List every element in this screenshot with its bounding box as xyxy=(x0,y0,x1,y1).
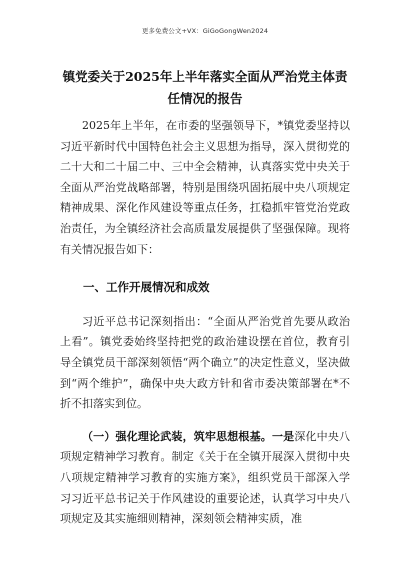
document-body xyxy=(60,116,350,530)
intro-paragraph: 2025年上半年，在市委的坚强领导下，*镇党委坚持以习近平新时代中国特色社会主义思想为指导，深入贯彻党的二十大和二十届二中、三中全会精神，认真落实党中央关于全面从严治党战略部署，特别是围绕巩固拓展中央八项规定精神成果、深化作风建设等重点任务，扛稳抓牢管党治党政治责任，为全镇经济社会高质量发展提供了坚强保障。现将有关情况报告如下： xyxy=(60,119,350,256)
subsection-paragraph xyxy=(60,427,350,530)
subsection-heading: （一）强化理论武装，筑牢思想根基。一是 xyxy=(82,429,295,443)
paragraph-spacer xyxy=(60,415,350,427)
section-heading: 一、工作开展情况和成效 xyxy=(83,280,210,295)
subsection-text: 深化中央八项规定精神学习教育。制定《关于在全镇开展深入贯彻中央八项规定精神学习教育的实施方案》，组织党员干部深入学习习近平总书记关于作风建设的重要论述，认真学习中央八项规定及其实施细则精神，深刻领会精神实质，准 xyxy=(60,429,351,526)
section1-paragraph: 习近平总书记深刻指出：“全面从严治党首先要从政治上看”。镇党委始终坚持把党的政治建设摆在首位，教育引导全镇党员干部深刻领悟“两个确立”的决定性意义，坚决做到“两个维护”，确保中央大政方针和省市委决策部署在*不折不扣落实到位。 xyxy=(60,314,350,411)
document-title: 镇党委关于2025年上半年落实全面从严治党主体责任情况的报告 xyxy=(62,69,348,106)
header-watermark: 更多免费公文+VX：GiGoGongWen2024 xyxy=(141,27,269,35)
